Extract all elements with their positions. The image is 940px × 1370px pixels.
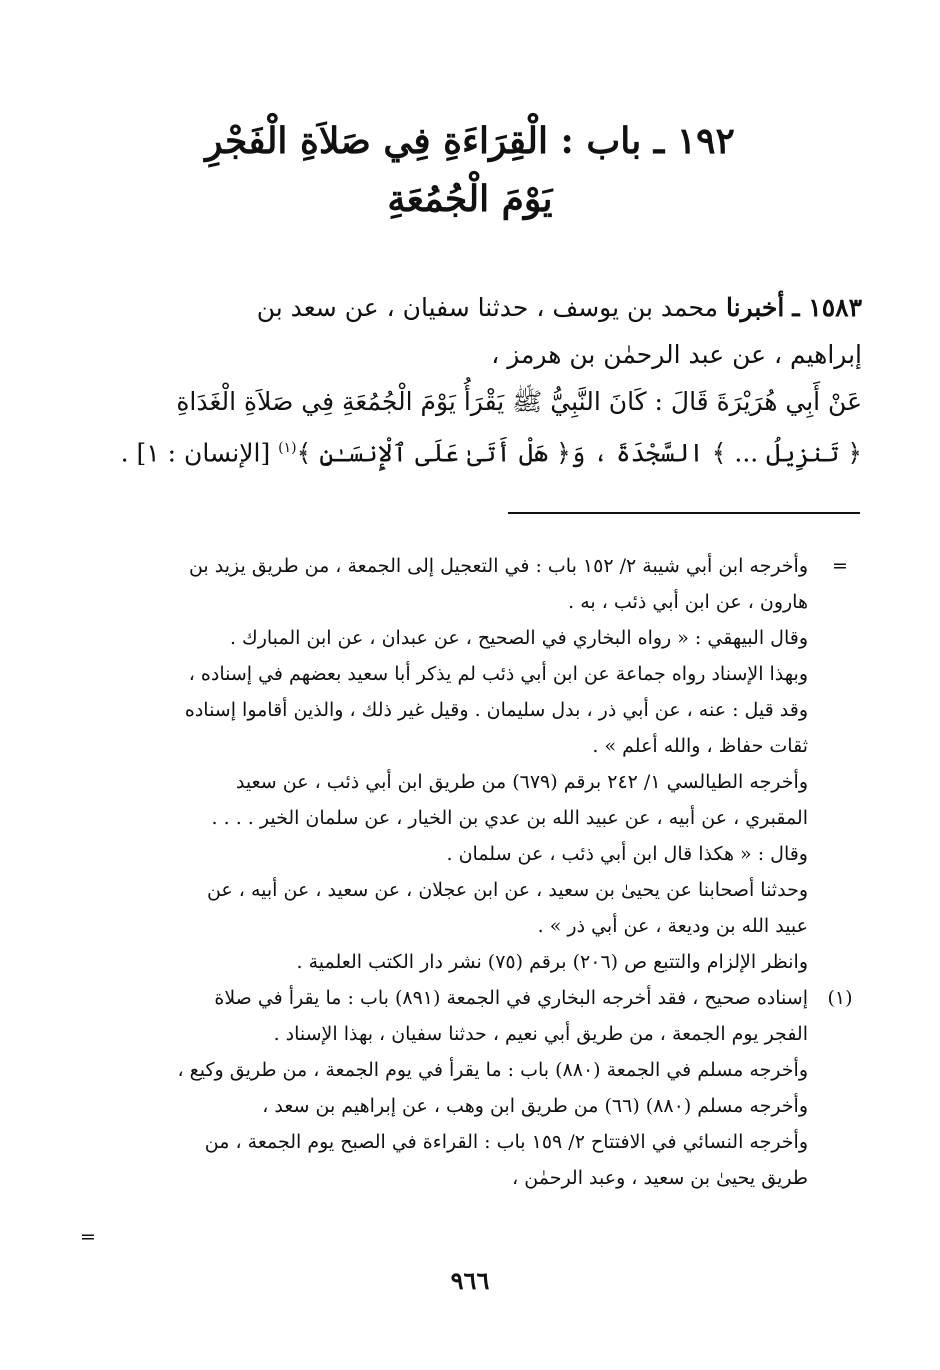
isnad-line-1: محمد بن يوسف ، حدثنا سفيان ، عن سعد بن [256,293,719,322]
footnote-marker: = [832,555,848,577]
hadith-line-1 [80,284,862,331]
chapter-title-line-2: يَوْمَ الْجُمُعَةِ [387,178,553,220]
footnote-line: وحدثنا أصحابنا عن يحيىٰ بن سعيد ، عن ابن عجلان ، عن سعيد ، عن أبيه ، عن [206,879,808,901]
footnote-line: إسناده صحيح ، فقد أخرجه البخاري في الجمعة (٨٩١) باب : ما يقرأ في صلاة [214,987,808,1009]
footnotes [80,548,860,1196]
hadith-text [80,284,862,476]
footnote-line: وانظر الإلزام والتتبع ص (٢٠٦) برقم (٧٥) نشر دار الكتب العلمية . [296,951,808,973]
footnote-line: وأخرجه مسلم في الجمعة (٨٨٠) باب : ما يقرأ في يوم الجمعة ، من طريق وكيع ، [177,1059,808,1081]
footnote-1 [80,980,860,1196]
narrator-word: أخبرنا [725,293,785,322]
footnote-line: وقد قيل : عنه ، عن أبي ذر ، بدل سليمان . وقيل غير ذلك ، والذين أقاموا إسناده [184,699,808,721]
footnote-continued [80,548,860,980]
continuation-marker: = [80,1226,96,1248]
matn-line-1: عَنْ أَبِي هُرَيْرَةَ قَالَ : كَانَ النَّبِيُّ ﷺ يَقْرَأُ يَوْمَ الْجُمُعَةِ فِي صَلاَةِ الْغَدَاةِ [176,387,862,416]
footnote-line: وقال البيهقي : « رواه البخاري في الصحيح ، عن عبدان ، عن ابن المبارك . [229,627,808,649]
footnote-line: طريق يحيىٰ بن سعيد ، وعبد الرحمٰن ، [512,1167,808,1189]
footnote-line: الفجر يوم الجمعة ، من طريق أبي نعيم ، حدثنا سفيان ، بهذا الإسناد . [273,1023,808,1045]
page-number: ٩٦٦ [450,1266,490,1295]
hadith-number: ١٥٨٣ ـ [792,293,862,322]
quran-quote: ﴿ تَنزِيلُ ... ﴾ السَّجْدَةَ ، وَ﴿ هَلْ أَتَىٰ عَلَى ٱلْإِنسَـٰنِ ﴾ [296,438,862,468]
chapter-title [80,112,860,228]
footnote-line: وأخرجه النسائي في الافتتاح ٢/ ١٥٩ باب : القراءة في الصبح يوم الجمعة ، من [204,1131,808,1153]
footnote-line: المقبري ، عن أبيه ، عن عبيد الله بن عدي بن الخيار ، عن سلمان الخير . . . . [211,807,808,829]
quran-citation: [الإنسان : ١] . [120,438,271,468]
footnote-line: هارون ، عن ابن أبي ذئب ، به . [568,591,808,613]
footnote-line: وأخرجه ابن أبي شيبة ٢/ ١٥٢ باب : في التعجيل إلى الجمعة ، من طريق يزيد بن [188,555,808,577]
isnad-line-2: إبراهيم ، عن عبد الرحمٰن بن هرمز ، [491,340,862,369]
chapter-title-line-1: ١٩٢ ـ باب : الْقِرَاءَةِ فِي صَلاَةِ الْفَجْرِ [205,120,735,162]
footnote-marker: (١) [827,987,853,1009]
footnote-reference: (١) [278,440,297,456]
footnote-line: وقال : « هكذا قال ابن أبي ذئب ، عن سلمان . [446,843,808,865]
footnote-line: وأخرجه مسلم (٨٨٠) (٦٦) من طريق ابن وهب ، عن إبراهيم بن سعد ، [262,1095,808,1117]
matn-line-2 [80,425,862,476]
footnote-line: وأخرجه الطيالسي ١/ ٢٤٢ برقم (٦٧٩) من طريق ابن أبي ذئب ، عن سعيد [235,771,808,793]
footnote-line: ثقات حفاظ ، والله أعلم » . [592,735,808,757]
footnote-line: عبيد الله بن وديعة ، عن أبي ذر » . [537,915,808,937]
footnote-line: وبهذا الإسناد رواه جماعة عن ابن أبي ذئب لم يذكر أبا سعيد بعضهم في إسناده ، [188,663,808,685]
footnote-divider [508,512,860,514]
